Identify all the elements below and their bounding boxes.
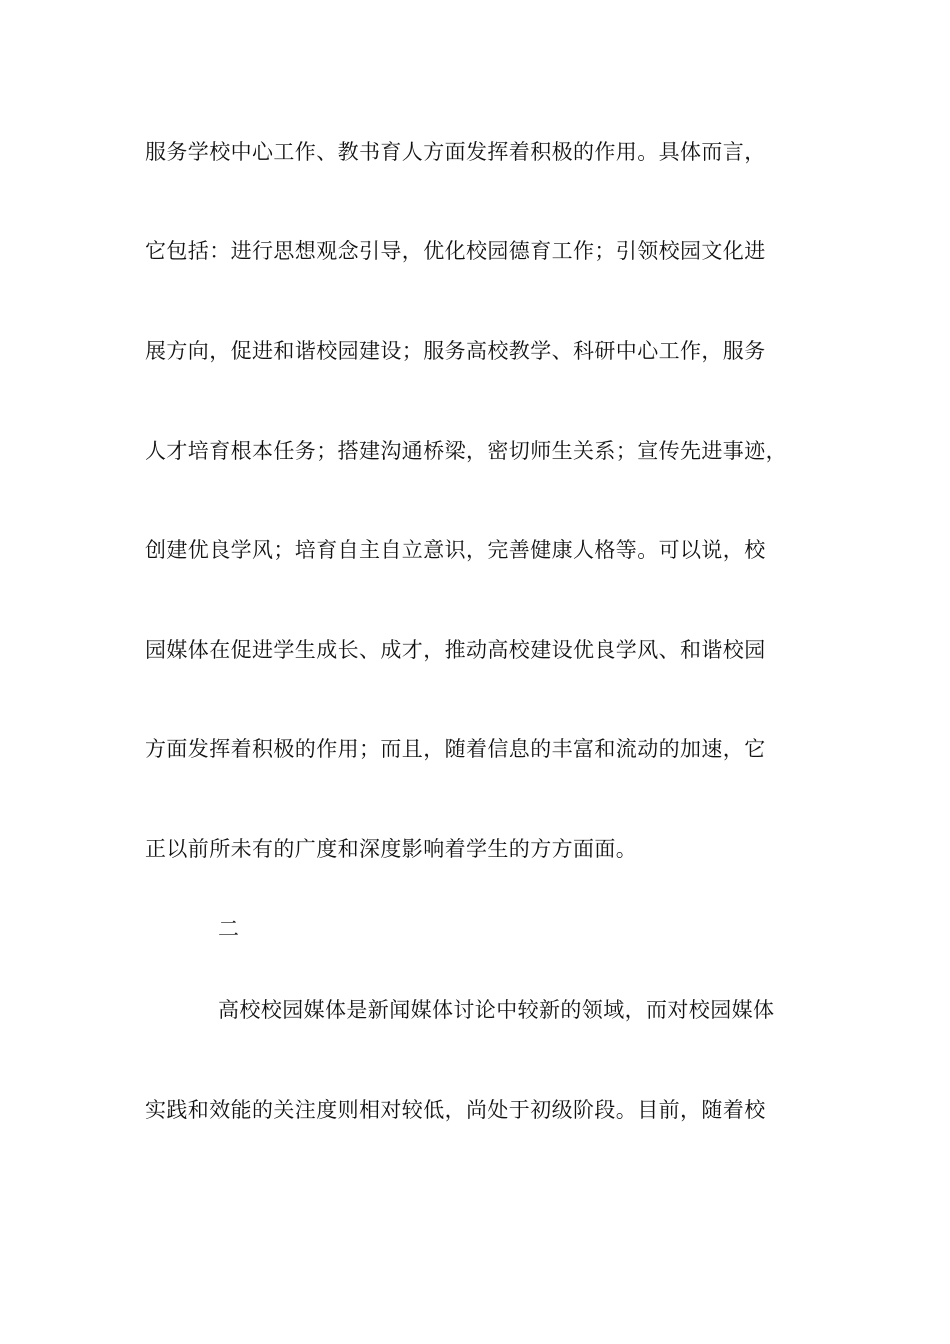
paragraph-2-line-2: 实践和效能的关注度则相对较低，尚处于初级阶段。目前，随着校 [145, 1098, 766, 1122]
paragraph-1-line-5: 创建优良学风；培育自主自立意识，完善健康人格等。可以说，校 [145, 538, 766, 562]
paragraph-1-line-8: 正以前所未有的广度和深度影响着学生的方方面面。 [145, 837, 638, 861]
paragraph-1-line-2: 它包括：进行思想观念引导，优化校园德育工作；引领校园文化进 [145, 239, 766, 263]
paragraph-1-line-4: 人才培育根本任务；搭建沟通桥梁，密切师生关系；宣传先进事迹， [145, 439, 787, 463]
section-heading: 二 [218, 917, 240, 941]
paragraph-2-line-1: 高校校园媒体是新闻媒体讨论中较新的领域，而对校园媒体 [218, 998, 775, 1022]
paragraph-1-line-7: 方面发挥着积极的作用；而且，随着信息的丰富和流动的加速，它 [145, 737, 766, 761]
paragraph-1-line-1: 服务学校中心工作、教书育人方面发挥着积极的作用。具体而言， [145, 140, 766, 164]
paragraph-1-line-6: 园媒体在促进学生成长、成才，推动高校建设优良学风、和谐校园 [145, 638, 766, 662]
paragraph-1-line-3: 展方向，促进和谐校园建设；服务高校教学、科研中心工作，服务 [145, 339, 766, 363]
